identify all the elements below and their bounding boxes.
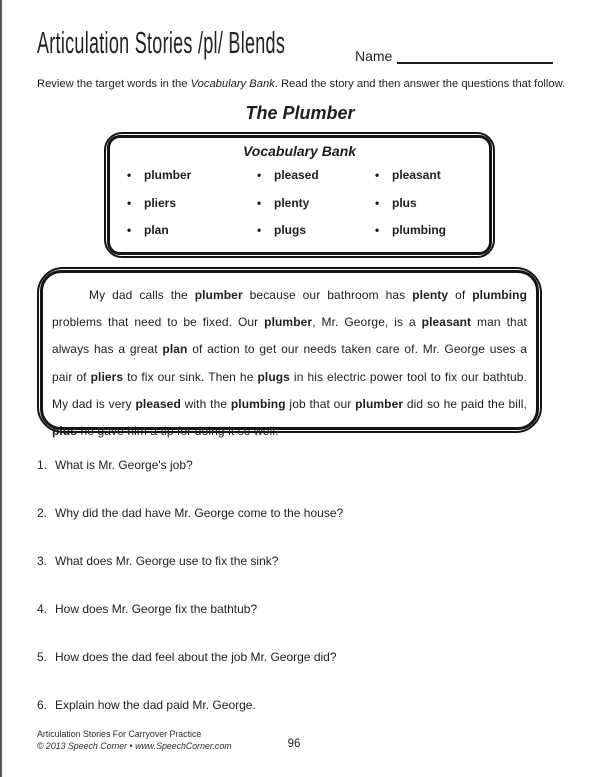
vocab-item <box>257 223 375 237</box>
vocab-item <box>127 223 257 237</box>
vocab-item <box>375 196 489 210</box>
vocab-item <box>127 168 257 182</box>
vocab-item <box>127 196 257 210</box>
bullet-icon: • <box>257 195 262 210</box>
question-item <box>37 602 562 616</box>
vocab-word: plus <box>392 195 417 210</box>
bullet-icon: • <box>375 223 380 237</box>
vocab-item <box>375 168 489 182</box>
question-text: How does the dad feel about the job Mr. George did? <box>55 650 337 664</box>
story-paragraph: My dad calls the plumber because our bathroom has plenty of plumbing problems that need to be fixed. Our plumber, Mr. George, is a pleasant man that always has a great plan of action to get our needs taken care of. Mr. George uses a pair of pliers to fix our sink. Then he plugs in his electric power tool to fix our bathtub. My dad is very pleased with the plumbing job that our plumber did so he paid the bill, plus he gave him a tip for doing it so well. <box>52 288 528 439</box>
question-number: 5. <box>37 650 48 664</box>
questions-list <box>37 458 562 746</box>
vocab-word: plugs <box>274 223 306 237</box>
question-number: 4. <box>37 602 48 616</box>
name-field <box>355 48 553 66</box>
vocabulary-grid <box>127 168 489 237</box>
instructions-text: Review the target words in the Vocabulary Bank. Read the story and then answer the questions that follow. <box>37 78 566 90</box>
question-number: 2. <box>37 506 48 520</box>
vocab-word: pliers <box>144 195 177 210</box>
footer <box>37 729 232 752</box>
question-text: What does Mr. George use to fix the sink? <box>55 554 279 568</box>
story-box <box>37 267 542 439</box>
bullet-icon: • <box>257 223 262 237</box>
bullet-icon: • <box>127 168 132 182</box>
vocab-word: pleased <box>274 168 319 182</box>
question-number: 1. <box>37 458 48 472</box>
story-title: The Plumber <box>245 103 355 123</box>
vocab-word: plumbing <box>392 223 446 237</box>
question-text: How does Mr. George fix the bathtub? <box>55 602 258 616</box>
vocabulary-bank-title: Vocabulary Bank <box>242 143 357 159</box>
question-text: What is Mr. George's job? <box>55 458 193 472</box>
footer-copyright: © 2013 Speech Corner • www.SpeechCorner.com <box>37 740 232 751</box>
question-item <box>37 650 562 664</box>
vocab-item <box>257 196 375 210</box>
bullet-icon: • <box>375 168 380 182</box>
question-text: Explain how the dad paid Mr. George. <box>55 698 256 712</box>
bullet-icon: • <box>375 195 380 210</box>
name-blank-line <box>397 48 553 64</box>
question-item <box>37 698 562 712</box>
vocab-item <box>257 168 375 182</box>
question-item <box>37 506 562 520</box>
question-item <box>37 554 562 568</box>
vocab-word: plenty <box>274 195 310 210</box>
bullet-icon: • <box>127 223 132 237</box>
bullet-icon: • <box>257 168 262 182</box>
vocab-word: plumber <box>144 168 192 182</box>
page-number: 96 <box>287 738 301 750</box>
name-label: Name <box>355 48 393 64</box>
page-title: Articulation Stories /pl/ Blends <box>37 25 286 60</box>
vocab-word: plan <box>144 223 169 237</box>
bullet-icon: • <box>127 195 132 210</box>
vocabulary-bank-inner-border <box>107 135 492 255</box>
question-number: 3. <box>37 554 48 568</box>
story-box-inner-border <box>40 270 539 439</box>
vocabulary-bank-box <box>104 132 495 258</box>
vocab-item <box>375 223 489 237</box>
footer-series-title: Articulation Stories For Carryover Practice <box>37 729 202 739</box>
question-text: Why did the dad have Mr. George come to the house? <box>55 506 344 520</box>
question-item <box>37 458 562 472</box>
question-number: 6. <box>37 698 48 712</box>
vocab-word: pleasant <box>392 168 441 182</box>
